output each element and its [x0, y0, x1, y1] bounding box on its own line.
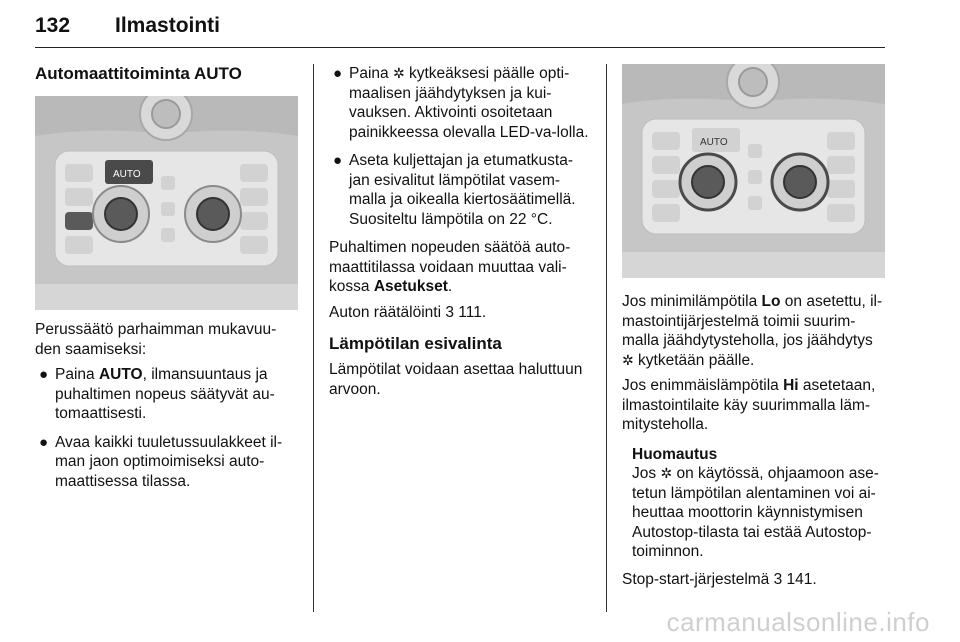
section-title: Automaattitoiminta AUTO: [35, 64, 242, 83]
note-title: Huomautus: [632, 445, 718, 463]
column-right: [622, 64, 886, 595]
paragraph: Lämpötilat voidaan asettaa haluttuun arvoon.: [329, 361, 583, 398]
list-item: ● Aseta kuljettajan ja etumatkusta-jan esivalitut lämpötilat vasem-malla ja oikealla kiertosäätimellä. Suositeltu lämpötila on 22 °C.: [333, 152, 576, 228]
bullet-dot: ●: [333, 65, 343, 82]
paragraph: Jos enimmäislämpötila Hi asetetaan, ilmastointilaite käy suurimmalla läm-mitysteholla.: [622, 377, 876, 433]
note-box: [632, 445, 886, 562]
column-left: [35, 64, 298, 500]
bullet-dot: ●: [333, 152, 343, 169]
paragraph: Jos minimilämpötila Lo on asetettu, il-mastointijärjestelmä toimii suurim-malla jäähdytysteholla, jos jäähdytys ✲ kytketään päälle.: [622, 293, 883, 369]
bullet-list: [329, 64, 593, 229]
bullet-dot: ●: [39, 433, 49, 451]
column-divider: [313, 64, 314, 612]
bullet-dot: ●: [39, 366, 49, 383]
fan-icon: ✲: [660, 465, 673, 481]
list-item: ● Paina AUTO, ilmansuuntaus ja puhaltimen nopeus säätyvät au-tomaattisesti.: [39, 366, 275, 422]
intro-text: Perussäätö parhaimman mukavuu-den saamiseksi:: [35, 321, 277, 358]
fan-icon: ✲: [622, 351, 634, 368]
auto-button-label: AUTO: [113, 169, 141, 180]
climate-panel-figure: [35, 96, 298, 310]
page-header: [35, 10, 885, 48]
list-item: ● Paina ✲ kytkeäksesi päälle opti-maalisen jäähdytyksen ja kui-vauksen. Aktivointi osoitetaan painikkeessa olevalla LED-va-lolla.: [333, 65, 589, 141]
page-title: Ilmastointi: [115, 14, 221, 37]
list-item: ● Avaa kaikki tuuletussuulakkeet il-man jaon optimoimiseksi auto-maattisessa tilassa.: [39, 433, 283, 490]
cross-reference: Auton räätälöinti 3 111.: [329, 303, 487, 321]
climate-panel-illustration: [622, 64, 885, 278]
subheading: Lämpötilan esivalinta: [329, 334, 502, 353]
note-text: Jos ✲ on käytössä, ohjaamoon ase-tetun lämpötilan alentaminen voi ai-heuttaa moottorin käynnistymisen Autostop-tilasta tai estää Autostop-toiminnon.: [632, 465, 879, 560]
fan-icon: ✲: [392, 65, 405, 81]
page-number: 132: [35, 14, 71, 37]
paragraph: Puhaltimen nopeuden säätöä auto-maattitilassa voidaan muuttaa vali-kossa Asetukset.: [329, 239, 571, 295]
column-middle: [329, 64, 593, 405]
cross-reference: Stop-start-järjestelmä 3 141.: [622, 570, 817, 588]
column-divider: [606, 64, 607, 612]
auto-button-label: AUTO: [700, 137, 728, 148]
climate-panel-illustration: [35, 96, 298, 310]
bullet-list: [35, 365, 298, 491]
climate-panel-figure: [622, 64, 885, 278]
watermark: carmanualsonline.info: [666, 607, 930, 637]
